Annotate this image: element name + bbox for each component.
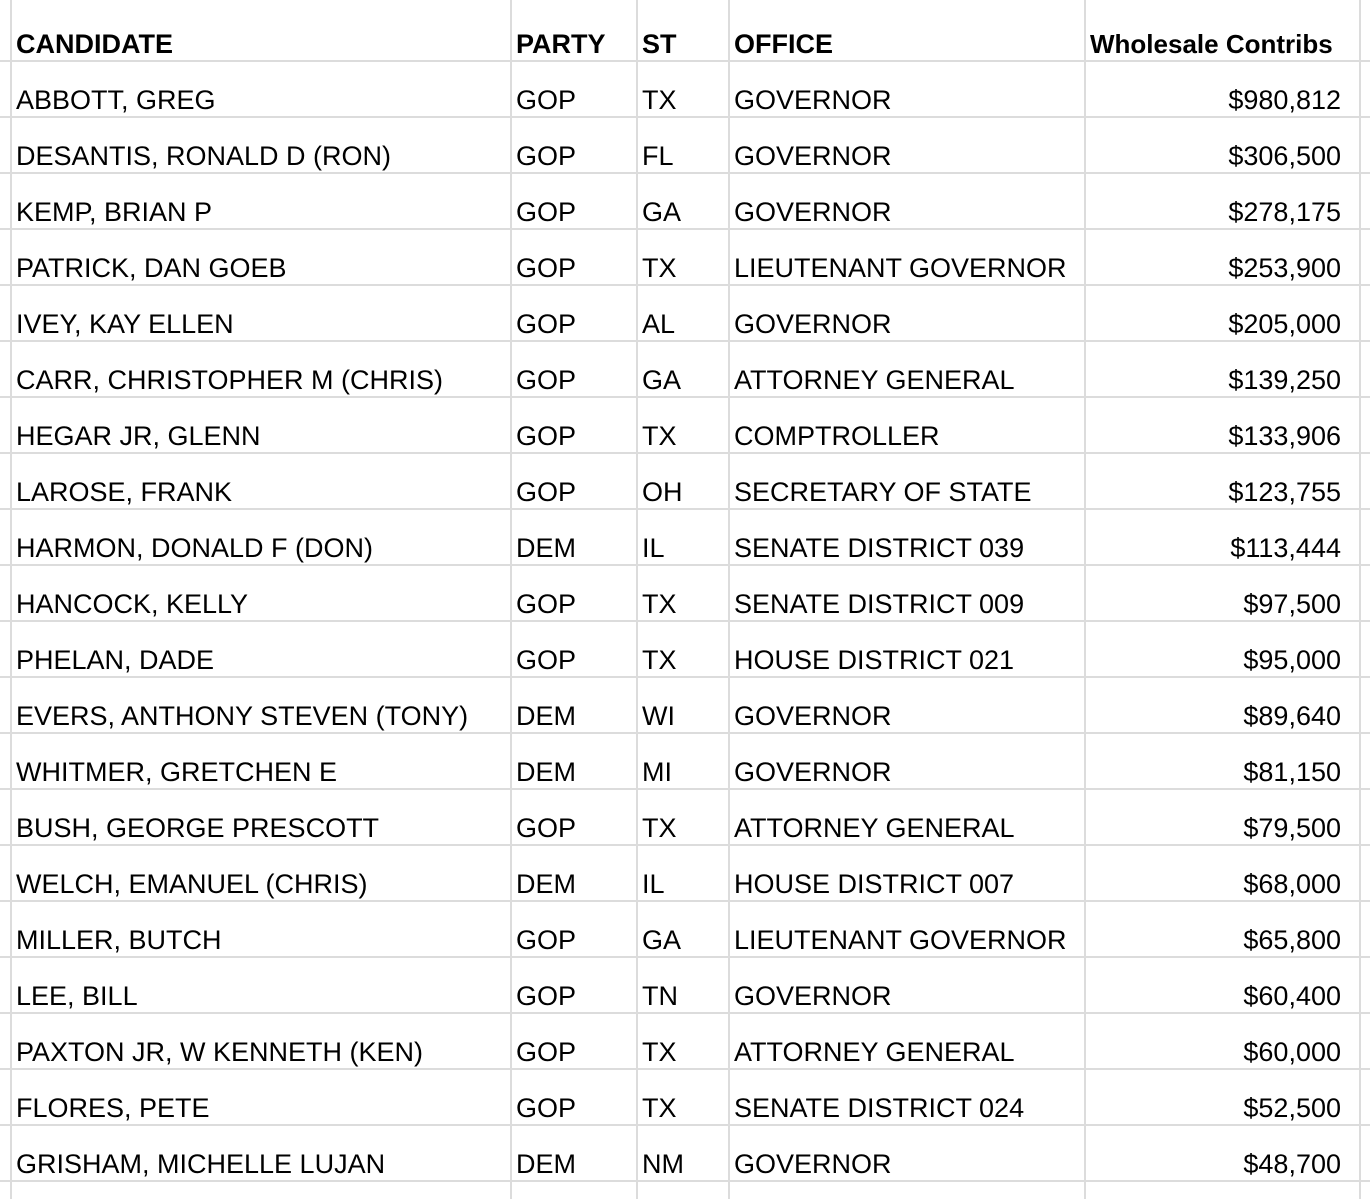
office-cell[interactable]: LIEUTENANT GOVERNOR (734, 253, 1067, 283)
contribs-cell[interactable]: $89,640 (1243, 701, 1341, 731)
party-cell[interactable]: GOP (516, 309, 577, 339)
party-cell[interactable]: DEM (516, 757, 576, 787)
office-cell[interactable]: GOVERNOR (734, 1149, 892, 1179)
party-cell[interactable]: GOP (516, 365, 577, 395)
candidate-cell[interactable]: WELCH, EMANUEL (CHRIS) (16, 869, 368, 899)
candidate-cell[interactable]: EVERS, ANTHONY STEVEN (TONY) (16, 701, 469, 731)
office-cell[interactable]: ATTORNEY GENERAL (734, 813, 1015, 843)
party-cell[interactable]: GOP (516, 141, 577, 171)
candidate-cell[interactable]: HANCOCK, KELLY (16, 589, 249, 619)
office-cell[interactable]: GOVERNOR (734, 197, 892, 227)
state-cell[interactable]: WI (642, 701, 675, 731)
office-cell[interactable]: GOVERNOR (734, 141, 892, 171)
contribs-cell[interactable]: $60,400 (1243, 981, 1341, 1011)
contribs-cell[interactable]: $81,150 (1243, 757, 1341, 787)
party-cell[interactable]: DEM (516, 533, 576, 563)
state-cell[interactable]: TX (642, 589, 677, 619)
state-cell[interactable]: TX (642, 1093, 677, 1123)
candidate-cell[interactable]: IVEY, KAY ELLEN (16, 309, 234, 339)
office-cell[interactable]: HOUSE DISTRICT 007 (734, 869, 1015, 899)
state-cell[interactable]: TX (642, 813, 677, 843)
contribs-cell[interactable]: $139,250 (1228, 365, 1341, 395)
office-cell[interactable]: SENATE DISTRICT 009 (734, 589, 1025, 619)
office-cell[interactable]: GOVERNOR (734, 981, 892, 1011)
header-party[interactable]: PARTY (516, 29, 606, 59)
column-gridline (510, 0, 512, 1199)
party-cell[interactable]: GOP (516, 1093, 577, 1123)
column-gridline (636, 0, 638, 1199)
office-cell[interactable]: HOUSE DISTRICT 021 (734, 645, 1015, 675)
office-cell[interactable]: SENATE DISTRICT 039 (734, 533, 1025, 563)
candidate-cell[interactable]: WHITMER, GRETCHEN E (16, 757, 337, 787)
candidate-cell[interactable]: PAXTON JR, W KENNETH (KEN) (16, 1037, 424, 1067)
party-cell[interactable]: GOP (516, 421, 577, 451)
contribs-cell[interactable]: $205,000 (1228, 309, 1341, 339)
column-gridline (1359, 0, 1361, 1199)
state-cell[interactable]: TX (642, 85, 677, 115)
party-cell[interactable]: DEM (516, 869, 576, 899)
state-cell[interactable]: TN (642, 981, 678, 1011)
office-cell[interactable]: GOVERNOR (734, 701, 892, 731)
party-cell[interactable]: GOP (516, 925, 577, 955)
contribs-cell[interactable]: $48,700 (1243, 1149, 1341, 1179)
header-wholesale-contribs[interactable]: Wholesale Contribs (1090, 29, 1333, 59)
office-cell[interactable]: GOVERNOR (734, 85, 892, 115)
header-st[interactable]: ST (642, 29, 677, 59)
office-cell[interactable]: ATTORNEY GENERAL (734, 365, 1015, 395)
candidate-cell[interactable]: BUSH, GEORGE PRESCOTT (16, 813, 380, 843)
contribs-cell[interactable]: $306,500 (1228, 141, 1341, 171)
office-cell[interactable]: SENATE DISTRICT 024 (734, 1093, 1025, 1123)
contribs-cell[interactable]: $79,500 (1243, 813, 1341, 843)
column-gridline (10, 0, 12, 1199)
candidate-cell[interactable]: FLORES, PETE (16, 1093, 210, 1123)
party-cell[interactable]: GOP (516, 645, 577, 675)
candidate-cell[interactable]: CARR, CHRISTOPHER M (CHRIS) (16, 365, 444, 395)
office-cell[interactable]: GOVERNOR (734, 309, 892, 339)
candidate-cell[interactable]: HEGAR JR, GLENN (16, 421, 261, 451)
contribs-cell[interactable]: $95,000 (1243, 645, 1341, 675)
contribs-cell[interactable]: $65,800 (1243, 925, 1341, 955)
party-cell[interactable]: GOP (516, 589, 577, 619)
candidate-cell[interactable]: KEMP, BRIAN P (16, 197, 213, 227)
party-cell[interactable]: DEM (516, 701, 576, 731)
party-cell[interactable]: GOP (516, 477, 577, 507)
office-cell[interactable]: LIEUTENANT GOVERNOR (734, 925, 1067, 955)
candidate-cell[interactable]: HARMON, DONALD F (DON) (16, 533, 373, 563)
state-cell[interactable]: TX (642, 645, 677, 675)
state-cell[interactable]: GA (642, 365, 682, 395)
state-cell[interactable]: FL (642, 141, 674, 171)
state-cell[interactable]: NM (642, 1149, 684, 1179)
candidate-cell[interactable]: ABBOTT, GREG (16, 85, 216, 115)
contribs-cell[interactable]: $123,755 (1228, 477, 1341, 507)
state-cell[interactable]: TX (642, 421, 677, 451)
contribs-cell[interactable]: $253,900 (1228, 253, 1341, 283)
candidate-cell[interactable]: GRISHAM, MICHELLE LUJAN (16, 1149, 386, 1179)
contribs-cell[interactable]: $68,000 (1243, 869, 1341, 899)
party-cell[interactable]: GOP (516, 813, 577, 843)
candidate-cell[interactable]: LEE, BILL (16, 981, 138, 1011)
header-candidate[interactable]: CANDIDATE (16, 29, 173, 59)
party-cell[interactable]: GOP (516, 981, 577, 1011)
contribs-cell[interactable]: $278,175 (1228, 197, 1341, 227)
contribs-cell[interactable]: $113,444 (1230, 533, 1341, 563)
office-cell[interactable]: GOVERNOR (734, 757, 892, 787)
state-cell[interactable]: IL (642, 533, 665, 563)
party-cell[interactable]: GOP (516, 253, 577, 283)
state-cell[interactable]: OH (642, 477, 683, 507)
state-cell[interactable]: IL (642, 869, 665, 899)
candidate-cell[interactable]: MILLER, BUTCH (16, 925, 222, 955)
column-gridline (728, 0, 730, 1199)
state-cell[interactable]: MI (642, 757, 672, 787)
office-cell[interactable]: SECRETARY OF STATE (734, 477, 1032, 507)
party-cell[interactable]: GOP (516, 197, 577, 227)
header-office[interactable]: OFFICE (734, 29, 833, 59)
office-cell[interactable]: ATTORNEY GENERAL (734, 1037, 1015, 1067)
office-cell[interactable]: COMPTROLLER (734, 421, 940, 451)
party-cell[interactable]: DEM (516, 1149, 576, 1179)
candidate-cell[interactable]: LAROSE, FRANK (16, 477, 233, 507)
candidate-cell[interactable]: PATRICK, DAN GOEB (16, 253, 287, 283)
contribs-cell[interactable]: $97,500 (1243, 589, 1341, 619)
party-cell[interactable]: GOP (516, 85, 577, 115)
state-cell[interactable]: GA (642, 925, 682, 955)
party-cell[interactable]: GOP (516, 1037, 577, 1067)
contribs-cell[interactable]: $52,500 (1243, 1093, 1341, 1123)
candidate-cell[interactable]: PHELAN, DADE (16, 645, 215, 675)
state-cell[interactable]: GA (642, 197, 682, 227)
contribs-cell[interactable]: $980,812 (1228, 85, 1341, 115)
state-cell[interactable]: TX (642, 1037, 677, 1067)
column-gridline (1084, 0, 1086, 1199)
contribs-cell[interactable]: $133,906 (1228, 421, 1341, 451)
state-cell[interactable]: TX (642, 253, 677, 283)
state-cell[interactable]: AL (642, 309, 676, 339)
contribs-cell[interactable]: $60,000 (1243, 1037, 1341, 1067)
candidate-cell[interactable]: DESANTIS, RONALD D (RON) (16, 141, 392, 171)
